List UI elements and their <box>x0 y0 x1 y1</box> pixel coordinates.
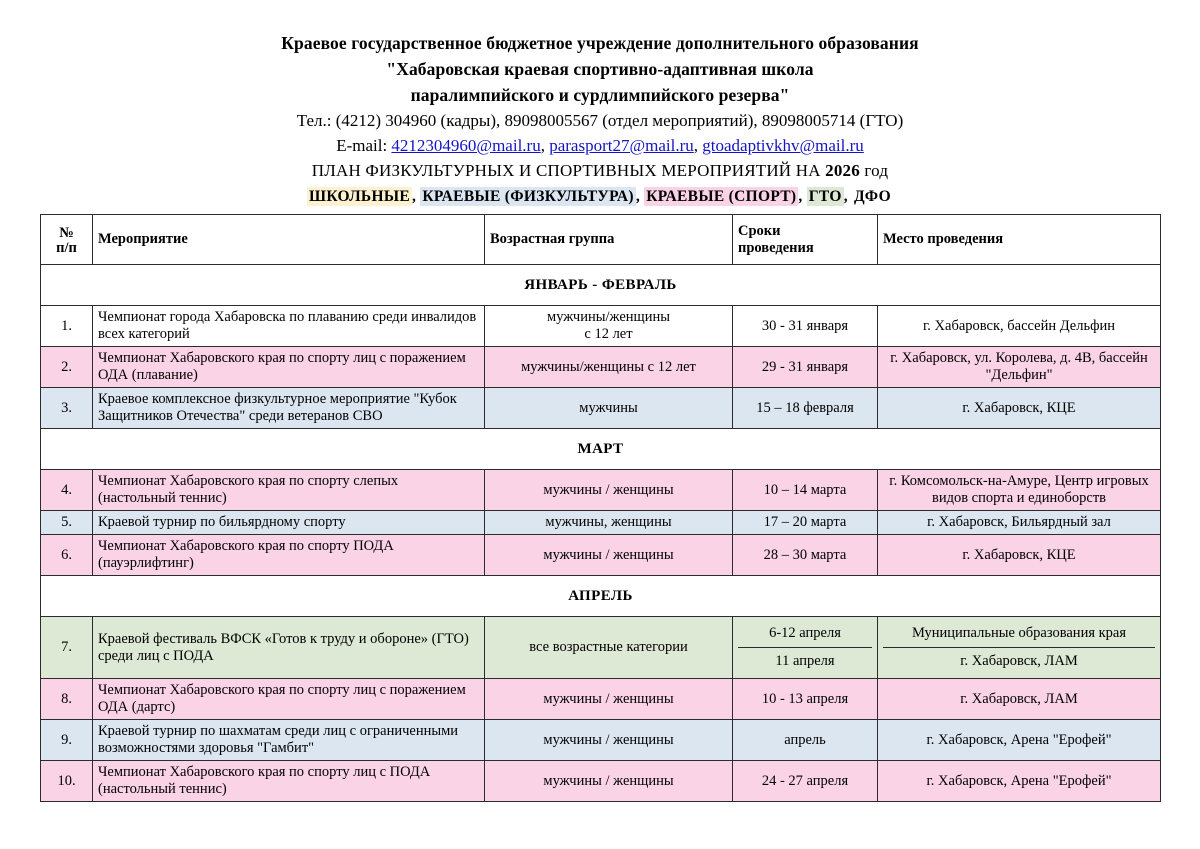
age-group: мужчины, женщины <box>485 511 733 535</box>
event-place-part-0: Муниципальные образования края <box>911 625 1127 641</box>
column-header-number-line1: № <box>59 225 74 241</box>
plan-title-suffix: год <box>859 161 889 180</box>
event-name: Чемпионат Хабаровского края по спорту лиц с ПОДА (настольный теннис) <box>93 761 485 802</box>
event-dates: апрель <box>733 720 878 761</box>
event-dates: 28 – 30 марта <box>733 535 878 576</box>
month-title: АПРЕЛЬ <box>41 576 1161 617</box>
email-label: E-mail: <box>336 136 388 155</box>
event-dates: 10 – 14 марта <box>733 470 878 511</box>
row-number: 7. <box>41 617 93 679</box>
event-dates <box>733 617 878 679</box>
event-name: Чемпионат Хабаровского края по спорту лиц с поражением ОДА (плавание) <box>93 347 485 388</box>
event-name: Краевой турнир по шахматам среди лиц с ограниченными возможностями здоровья "Гамбит" <box>93 720 485 761</box>
event-dates: 29 - 31 января <box>733 347 878 388</box>
legend-item-0: ШКОЛЬНЫЕ <box>309 188 410 205</box>
row-number: 9. <box>41 720 93 761</box>
table-row <box>41 470 1161 511</box>
email-separator-1: , <box>540 136 545 155</box>
legend-item-2: КРАЕВЫЕ (СПОРТ) <box>646 188 797 205</box>
column-header-dates-line2: проведения <box>738 239 814 256</box>
legend-item-1: КРАЕВЫЕ (ФИЗКУЛЬТУРА) <box>422 188 634 205</box>
table-row <box>41 535 1161 576</box>
table-row <box>41 679 1161 720</box>
document-header <box>0 0 1200 208</box>
column-header-event: Мероприятие <box>93 215 485 265</box>
legend-separator-2: , <box>798 188 807 205</box>
email-line <box>0 133 1200 158</box>
email-link-2[interactable]: parasport27@mail.ru <box>549 136 694 155</box>
event-dates-part-1: 11 апреля <box>738 647 872 675</box>
event-name: Краевой турнир по бильярдному спорту <box>93 511 485 535</box>
month-title: ЯНВАРЬ - ФЕВРАЛЬ <box>41 265 1161 306</box>
event-name: Краевой фестиваль ВФСК «Готов к труду и обороне» (ГТО) среди лиц с ПОДА <box>93 617 485 679</box>
event-name: Краевое комплексное физкультурное мероприятие "Кубок Защитников Отечества" среди ветеранов СВО <box>93 388 485 429</box>
event-dates: 30 - 31 января <box>733 306 878 347</box>
event-place: г. Хабаровск, бассейн Дельфин <box>878 306 1161 347</box>
age-group: мужчины / женщины <box>485 535 733 576</box>
table-row <box>41 511 1161 535</box>
age-group: мужчины / женщины <box>485 679 733 720</box>
email-separator-2: , <box>693 136 698 155</box>
event-place: г. Хабаровск, КЦЕ <box>878 535 1161 576</box>
column-header-dates <box>733 215 878 265</box>
column-header-dates-line1: Сроки <box>738 222 781 239</box>
organization-line-2: "Хабаровская краевая спортивно-адаптивная школа <box>386 59 814 79</box>
row-number: 10. <box>41 761 93 802</box>
month-separator-row <box>41 429 1161 470</box>
legend-separator-1: , <box>635 188 645 205</box>
event-place: г. Комсомольск-на-Амуре, Центр игровых видов спорта и единоборств <box>878 470 1161 511</box>
plan-title-prefix: ПЛАН ФИЗКУЛЬТУРНЫХ И СПОРТИВНЫХ МЕРОПРИЯТИЙ НА <box>311 161 826 180</box>
month-separator-row <box>41 265 1161 306</box>
event-dates-part-0: 6-12 апреля <box>769 625 841 641</box>
age-group: мужчины / женщины <box>485 761 733 802</box>
plan-title <box>0 158 1200 184</box>
age-group: мужчины / женщины <box>485 470 733 511</box>
table-row <box>41 617 1161 679</box>
table-row <box>41 306 1161 347</box>
event-place: г. Хабаровск, Арена "Ерофей" <box>878 720 1161 761</box>
table-row <box>41 388 1161 429</box>
event-place: г. Хабаровск, Арена "Ерофей" <box>878 761 1161 802</box>
event-dates: 24 - 27 апреля <box>733 761 878 802</box>
event-place-part-1: г. Хабаровск, ЛАМ <box>883 647 1155 675</box>
table-head <box>41 215 1161 265</box>
row-number: 1. <box>41 306 93 347</box>
event-name: Чемпионат Хабаровского края по спорту слепых (настольный теннис) <box>93 470 485 511</box>
age-group: мужчины / женщины <box>485 720 733 761</box>
table-row <box>41 347 1161 388</box>
plan-year: 2026 <box>825 161 860 180</box>
legend-item-3: ГТО <box>808 188 842 205</box>
email-link-3[interactable]: gtoadaptivkhv@mail.ru <box>702 136 864 155</box>
event-name: Чемпионат Хабаровского края по спорту лиц с поражением ОДА (дартс) <box>93 679 485 720</box>
event-dates: 17 – 20 марта <box>733 511 878 535</box>
table-row <box>41 720 1161 761</box>
event-place: г. Хабаровск, ЛАМ <box>878 679 1161 720</box>
email-link-1[interactable]: 4212304960@mail.ru <box>391 136 541 155</box>
organization-line-1: Краевое государственное бюджетное учреждение дополнительного образования <box>281 33 919 53</box>
month-title: МАРТ <box>41 429 1161 470</box>
event-name: Чемпионат Хабаровского края по спорту ПОДА (пауэрлифтинг) <box>93 535 485 576</box>
row-number: 3. <box>41 388 93 429</box>
event-place: г. Хабаровск, КЦЕ <box>878 388 1161 429</box>
event-place: г. Хабаровск, Бильярдный зал <box>878 511 1161 535</box>
month-separator-row <box>41 576 1161 617</box>
row-number: 2. <box>41 347 93 388</box>
event-dates: 15 – 18 февраля <box>733 388 878 429</box>
age-group: мужчины/женщины с 12 лет <box>485 347 733 388</box>
table-header-row <box>41 215 1161 265</box>
age-group: мужчины <box>485 388 733 429</box>
column-header-place: Место проведения <box>878 215 1161 265</box>
row-number: 5. <box>41 511 93 535</box>
column-header-age: Возрастная группа <box>485 215 733 265</box>
organization-line-3: паралимпийского и сурдлимпийского резерва" <box>410 85 790 105</box>
event-place: г. Хабаровск, ул. Королева, д. 4В, бассейн "Дельфин" <box>878 347 1161 388</box>
row-number: 4. <box>41 470 93 511</box>
event-place <box>878 617 1161 679</box>
schedule-table-wrapper <box>0 214 1200 802</box>
age-group: мужчины/женщины с 12 лет <box>485 306 733 347</box>
row-number: 6. <box>41 535 93 576</box>
event-dates: 10 - 13 апреля <box>733 679 878 720</box>
column-header-number <box>41 215 93 265</box>
table-body <box>41 265 1161 802</box>
column-header-number-line2: п/п <box>56 240 77 256</box>
event-name: Чемпионат города Хабаровска по плаванию среди инвалидов всех категорий <box>93 306 485 347</box>
schedule-table <box>40 214 1161 802</box>
legend-item-4: ДФО <box>854 188 891 205</box>
legend-separator-3: , <box>843 188 853 205</box>
category-legend <box>0 186 1200 208</box>
phone-line: Тел.: (4212) 304960 (кадры), 89098005567 (отдел мероприятий), 89098005714 (ГТО) <box>296 111 904 130</box>
age-group: все возрастные категории <box>485 617 733 679</box>
row-number: 8. <box>41 679 93 720</box>
legend-separator-0: , <box>412 188 421 205</box>
table-row <box>41 761 1161 802</box>
